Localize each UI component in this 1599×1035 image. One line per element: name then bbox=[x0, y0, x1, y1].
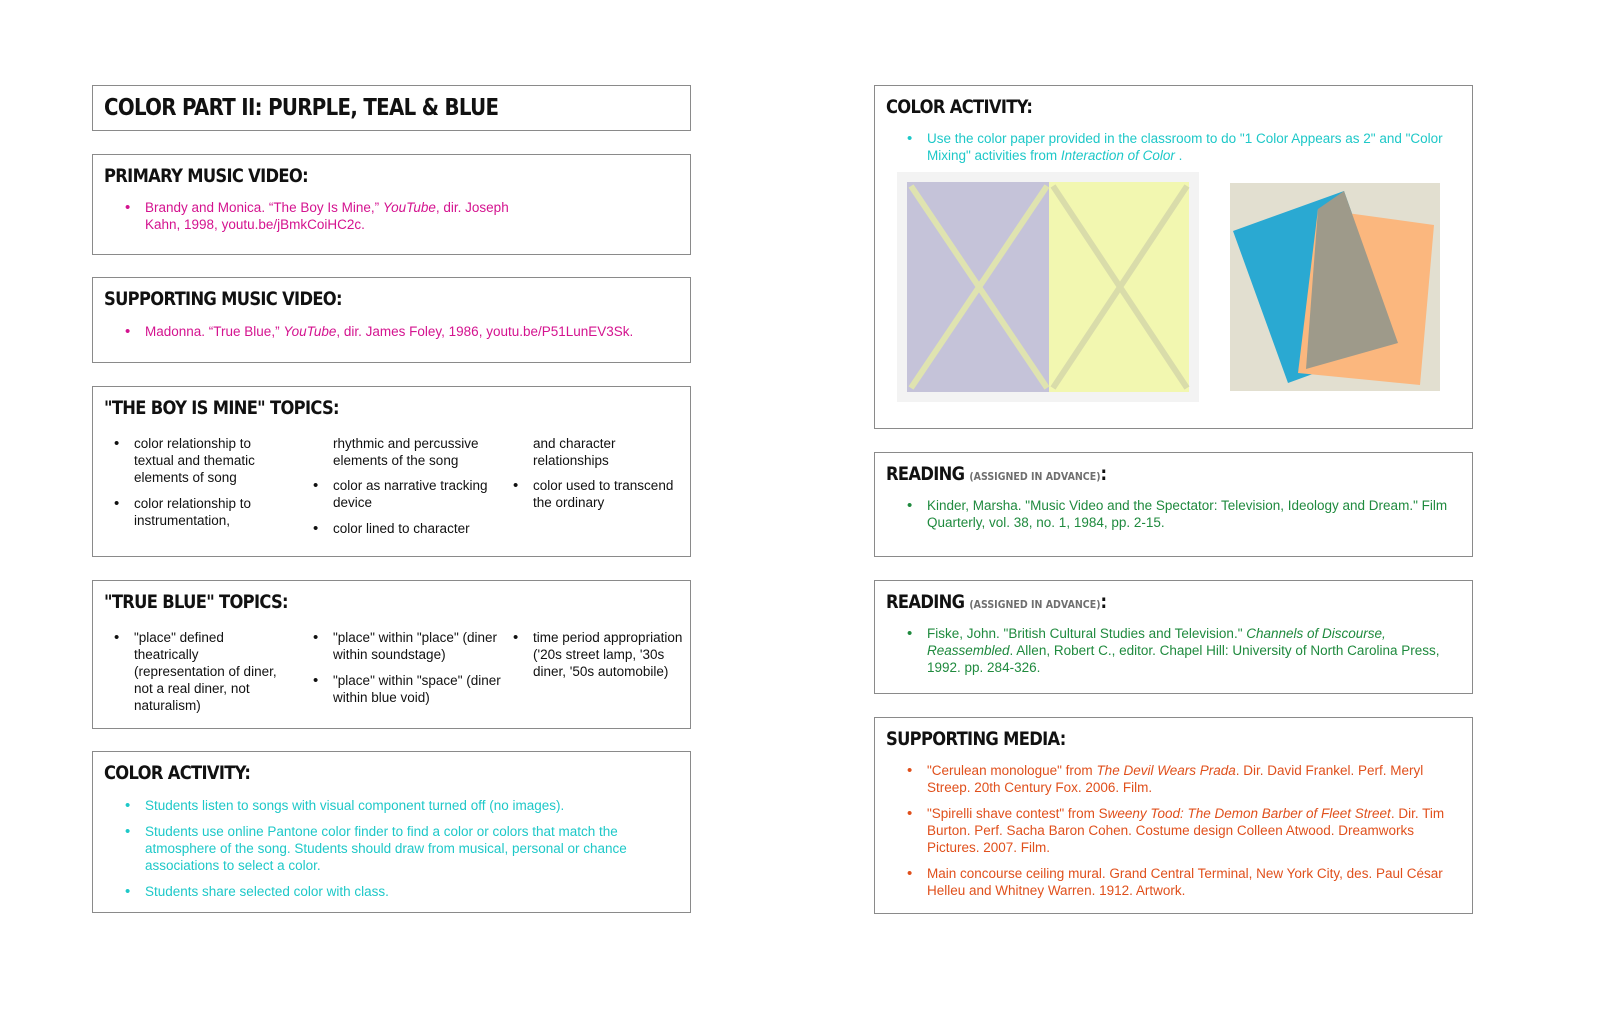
reading2-box bbox=[874, 580, 1473, 694]
boy-topics-col1 bbox=[112, 435, 282, 538]
supporting-media-heading: SUPPORTING MEDIA: bbox=[886, 728, 1066, 750]
color-mixing-illustration bbox=[1230, 183, 1440, 391]
list-item: • Kinder, Marsha. "Music Video and the Spectator: Television, Ideology and Dream." Film Quarterly, vol. 38, no. 1, 1984, pp. 2-15. bbox=[905, 497, 1455, 531]
list-item: • "place" within "place" (diner within soundstage) bbox=[311, 629, 501, 663]
list-item: • "Spirelli shave contest" from Sweeny Tood: The Demon Barber of Fleet Street. Dir. Tim Burton. Perf. Sacha Baron Cohen. Costume design Colleen Atwood. Dreamworks Pictures. 2007. Film. bbox=[905, 805, 1455, 856]
list-item: • color relationship to instrumentation, bbox=[112, 495, 282, 529]
boy-topics-col3 bbox=[511, 435, 689, 520]
one-color-appears-as-two-illustration bbox=[897, 172, 1199, 402]
list-item: • Use the color paper provided in the classroom to do "1 Color Appears as 2" and "Color Mixing" activities from Interaction of Color . bbox=[905, 130, 1453, 164]
title-box bbox=[92, 85, 691, 131]
left-activity-list bbox=[123, 797, 653, 909]
supporting-video-heading: SUPPORTING MUSIC VIDEO: bbox=[104, 288, 342, 310]
one-color-appears-as-two-image bbox=[897, 172, 1199, 402]
boy-topics-box bbox=[92, 386, 691, 557]
supporting-media-list bbox=[905, 762, 1455, 908]
left-activity-box bbox=[92, 751, 691, 913]
blue-topics-col1 bbox=[112, 629, 292, 723]
reading1-heading: READING (ASSIGNED IN ADVANCE): bbox=[886, 463, 1107, 485]
list-item: • "Cerulean monologue" from The Devil Wears Prada. Dir. David Frankel. Perf. Meryl Streep. 20th Century Fox. 2006. Film. bbox=[905, 762, 1455, 796]
list-item: • color used to transcend the ordinary bbox=[511, 477, 689, 511]
page-title: COLOR PART II: PURPLE, TEAL & BLUE bbox=[104, 95, 499, 121]
reading2-list bbox=[905, 625, 1455, 685]
blue-topics-heading: "TRUE BLUE" TOPICS: bbox=[104, 591, 288, 613]
boy-topics-col2 bbox=[311, 435, 501, 546]
list-item: • Students share selected color with class. bbox=[123, 883, 653, 900]
continued-text: and character relationships bbox=[533, 436, 616, 468]
list-item: • Students use online Pantone color finder to find a color or colors that match the atmosphere of the song. Students should draw from musical, personal or chance associations to select a color. bbox=[123, 823, 653, 874]
right-activity-heading: COLOR ACTIVITY: bbox=[886, 96, 1033, 118]
reading2-heading: READING (ASSIGNED IN ADVANCE): bbox=[886, 591, 1107, 613]
blue-topics-col3 bbox=[511, 629, 691, 689]
list-item: • color relationship to textual and thematic elements of song bbox=[112, 435, 282, 486]
list-item: • "place" within "space" (diner within blue void) bbox=[311, 672, 501, 706]
right-activity-list bbox=[905, 130, 1453, 173]
list-item: • color as narrative tracking device bbox=[311, 477, 501, 511]
list-item: • "place" defined theatrically (representation of diner, not a real diner, not naturalism) bbox=[112, 629, 292, 714]
list-item: • Fiske, John. "British Cultural Studies and Television." Channels of Discourse, Reassembled. Allen, Robert C., editor. Chapel Hill: University of North Carolina Press, 1992. pp. 284-326. bbox=[905, 625, 1455, 676]
continued-text: rhythmic and percussive elements of the song bbox=[333, 436, 479, 468]
reading1-box bbox=[874, 452, 1473, 557]
list-item: • Students listen to songs with visual component turned off (no images). bbox=[123, 797, 653, 814]
primary-video-box bbox=[92, 154, 691, 255]
color-mixing-image bbox=[1230, 183, 1440, 391]
blue-topics-box bbox=[92, 580, 691, 729]
supporting-video-box bbox=[92, 277, 691, 363]
right-activity-box bbox=[874, 85, 1473, 429]
list-item: • color lined to character bbox=[311, 520, 501, 537]
primary-video-list bbox=[123, 199, 523, 242]
list-item: • Brandy and Monica. “The Boy Is Mine,” YouTube, dir. Joseph Kahn, 1998, youtu.be/jBmkCoiHC2c. bbox=[123, 199, 523, 233]
primary-video-heading: PRIMARY MUSIC VIDEO: bbox=[104, 165, 308, 187]
blue-topics-col2 bbox=[311, 629, 501, 715]
supporting-video-list bbox=[123, 323, 683, 349]
reading1-list bbox=[905, 497, 1455, 540]
list-item: • Main concourse ceiling mural. Grand Central Terminal, New York City, des. Paul César Helleu and Whitney Warren. 1912. Artwork. bbox=[905, 865, 1455, 899]
list-item: • time period appropriation ('20s street lamp, '30s diner, '50s automobile) bbox=[511, 629, 691, 680]
boy-topics-heading: "THE BOY IS MINE" TOPICS: bbox=[104, 397, 339, 419]
list-item: • Madonna. “True Blue,” YouTube, dir. James Foley, 1986, youtu.be/P51LunEV3Sk. bbox=[123, 323, 683, 340]
supporting-media-box bbox=[874, 717, 1473, 914]
left-activity-heading: COLOR ACTIVITY: bbox=[104, 762, 251, 784]
